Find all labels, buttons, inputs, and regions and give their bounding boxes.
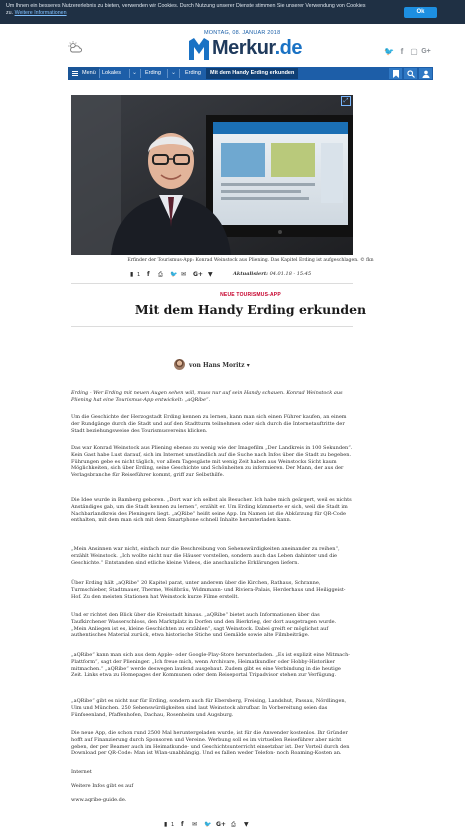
expand-image-icon[interactable]: ⤢: [341, 96, 351, 106]
twitter-share-icon[interactable]: 🐦: [170, 271, 178, 278]
chevron-down-icon: ▾: [246, 362, 250, 369]
nav-item-erding-sub[interactable]: Erding: [185, 70, 201, 76]
divider: [71, 326, 353, 327]
cookie-text: Um Ihnen ein besseres Nutzererlebnis zu bieten, verwenden wir Cookies. Durch Nutzung unserer Dienste stimmen Sie unserer Verwendung von Cookies zu. Weitere Informationen: [6, 3, 366, 16]
search-icon[interactable]: [404, 68, 417, 79]
article-paragraph: Um die Geschichte der Herzogstadt Erding kennen zu lernen, kann man sich einen Führer kaufen, an einem der Rundgänge durch die Stadt und auf den Stadtturm teilnehmen oder sich durch die Internetauftritte der Stadt beziehungsweise des Tourismusvereins klicken.: [71, 414, 347, 434]
article-paragraph: Und er richtet den Blick über die Kreisstadt hinaus. „aQRibe“ bietet auch Informationen über das Taufkirchener Wasserschloss, den Marktplatz in Dorfen und den Bierkrieg, der dort ausgetragen wurde. „Mein Anliegen ist es, kleine Geschichten zu erzählen“, sagt Weinstock. Dabei greift er möglichst auf authentisches Material zurück, etwa historische Stiche und Gemälde sowie alte Filmbeiträge.: [71, 612, 337, 639]
google-plus-share-icon[interactable]: G+: [216, 821, 226, 828]
chevron-down-icon[interactable]: ⌄: [171, 70, 177, 76]
nav-divider: [167, 69, 168, 78]
hero-photo-illustration: [71, 95, 353, 255]
twitter-icon[interactable]: 🐦: [384, 47, 394, 56]
article-page: [64, 24, 437, 828]
nav-divider: [99, 69, 100, 78]
article-paragraph: Weitere Infos gibt es auf: [71, 783, 134, 789]
nav-item-erding[interactable]: Erding: [145, 70, 161, 76]
print-icon[interactable]: ⎙: [231, 821, 236, 828]
hero-caption: Erfinder der Tourismus-App: Konrad Weinstock aus Pliening. Das Kapitel Erding ist aufgeschlagen. © fkn: [127, 258, 374, 263]
author-avatar[interactable]: [174, 359, 185, 370]
user-icon[interactable]: [419, 68, 432, 79]
bookmark-share-icon[interactable]: ▼: [244, 821, 249, 828]
comment-count: 1: [171, 822, 175, 828]
email-share-icon[interactable]: ✉: [192, 821, 198, 828]
external-link[interactable]: www.aqribe-guide.de.: [71, 797, 127, 803]
twitter-share-icon[interactable]: 🐦: [204, 821, 212, 828]
divider: [71, 283, 353, 284]
article-paragraph: Über Erding hält „aQRibe“ 20 Kapitel parat, unter anderem über die Kirchen, Rathaus, Schranne, Turmschieber, Stadtmauer, Therme, Weißbräu, Widmmann- und Riviera-Palais, Herderhaus und Heiliggeist-Hof. Zu den meisten Stationen hat Weinstock kurze Filme erstellt.: [71, 580, 346, 600]
author-byline[interactable]: von Hans Moritz ▾: [189, 362, 250, 369]
hamburger-icon: [72, 71, 78, 76]
menu-button[interactable]: Menü: [68, 67, 99, 80]
nav-divider: [179, 69, 180, 78]
article-paragraph: „aQRibe“ gibt es nicht nur für Erding, sondern auch für Ebersberg, Freising, Landshut, Passau, Nördlingen, Ulm und München. 250 Sehenswürdigkeiten sind laut Weinstock abrufbar. In Vorbereitung seien das Fünfseenland, Pfaffenhofen, Dachau, Rosenheim und Augsburg.: [71, 698, 347, 718]
main-navigation: [68, 67, 433, 80]
article-paragraph: Das war Konrad Weinstock aus Pliening ebenso zu wenig wie der Imagefilm „Der Landkreis in 100 Sekunden“. Kein Gast habe Lust darauf, sich im Internet umständlich auf die Suche nach Infos über die Stadt zu begeben. Führungen gebe es nicht täglich, vor allem Tagesgäste mit wenig Zeit haben aus Weinstocks Sicht kaum Möglichkeiten, sich über Erding, seine Geschichte und Schönheiten zu informieren. Der Mann, der aus der Verlagsbranche für Reiseführer kommt, griff zur Selbsthilfe.: [71, 445, 353, 479]
article-paragraph: „aQRibe“ kann man sich aus dem Apple- oder Google-Play-Store herunterladen. „Es ist explizit eine Mitmach-Plattform“, sagt der Plieninger. „Ich freue mich, wenn Archivare, Heimatkundler oder Hobby-Historiker mitmachen.“ „aQRibe“ werde deswegen laufend ausgebaut. Zudem gibt es eine Verbindung in die heutige Zeit. Links etwa zu Homepages der Kommunen oder dem Reiseportal Tripadvisor stehen zur Verfügung.: [71, 652, 350, 679]
instagram-icon[interactable]: ▢: [410, 47, 418, 56]
cookie-ok-button[interactable]: Ok: [404, 7, 437, 18]
cookie-info-link[interactable]: Weitere Informationen: [14, 10, 67, 16]
nav-item-lokales[interactable]: Lokales: [102, 70, 121, 76]
weather-cloud-sun-icon[interactable]: [68, 41, 82, 53]
bookmark-share-icon[interactable]: ▼: [208, 271, 213, 278]
bookmark-icon[interactable]: [389, 68, 402, 79]
google-plus-icon[interactable]: G+: [421, 48, 431, 55]
photo-credit: © fkn: [360, 258, 374, 263]
article-kicker: NEUE TOURISMUS-APP: [220, 292, 281, 298]
current-date: MONTAG, 08. JANUAR 2018: [204, 30, 281, 36]
facebook-share-icon[interactable]: f: [181, 821, 184, 828]
facebook-icon[interactable]: f: [400, 47, 404, 56]
article-paragraph: Die Idee wurde in Bamberg geboren. „Dort war ich selbst als Besucher. Ich habe mich geärgert, weil es nichts Anständiges gab, um die Stadt kennen zu lernen“, erzählt er. Um Erding kümmerte er sich, weil die Stadt im Nachbarlandkreis des Pleningers liegt. „aQRibe“ heißt seine App. Im Namen ist die Abkürzung für QR-Code enthalten, mit dem man sich mit dem Smartphone schnell Inhalte herunterladen kann.: [71, 497, 352, 524]
email-share-icon[interactable]: ✉: [181, 271, 187, 278]
comment-count: 1: [137, 272, 141, 278]
nav-current-article[interactable]: Mit dem Handy Erding erkunden: [206, 68, 298, 79]
site-logo[interactable]: Merkur.de: [212, 37, 302, 59]
nav-divider: [140, 69, 141, 78]
comment-icon[interactable]: ▮: [164, 821, 168, 828]
facebook-share-icon[interactable]: f: [147, 271, 150, 278]
article-lead: Erding - Wer Erding mit neuen Augen sehen will, muss nur auf sein Handy schauen. Konrad Weinstock aus Pliening hat eine Tourismus-App entwickelt: „aQRibe“.: [71, 390, 343, 403]
cookie-banner: [0, 0, 465, 24]
masthead: [64, 24, 437, 66]
article-paragraph: „Mein Ansinnen war nicht, einfach nur die Beschreibung von Sehenswürdigkeiten aneinander zu reihen“, erzählt Weinstock. „Ich wollte nicht nur die Häuser vorstellen, sondern auch das Leben dahinter und die Geschichte.“ Entstanden sind etliche kleine Videos, die anschauliche Erklärungen liefern.: [71, 546, 340, 566]
article-section-label: Internet: [71, 769, 92, 775]
article-paragraph: Die neue App, die schon rund 2500 Mal heruntergeladen wurde, ist für die Anwender kostenlos. Ihr Gründer hofft auf Finanzierung durch Sponsoren und Vereine. Werbung soll es im virtuellen Reiseführer aber nicht geben, der per Beamer auch im Heimatkunde- und Geschichtsunterricht einsetzbar ist. Der Vorteil durch den Download per QR-Code: Man ist Wlan-unabhängig. Und es fallen weder Telefon- noch Roaming-Kosten an.: [71, 730, 350, 757]
print-icon[interactable]: ⎙: [158, 271, 163, 278]
updated-timestamp: Aktualisiert: 04.01.18 - 15:45: [233, 271, 312, 277]
comment-icon[interactable]: ▮: [130, 271, 134, 278]
chevron-down-icon[interactable]: ⌄: [132, 70, 138, 76]
article-headline: Mit dem Handy Erding erkunden: [134, 302, 367, 317]
nav-divider: [129, 69, 130, 78]
google-plus-share-icon[interactable]: G+: [193, 271, 203, 278]
merkur-logo-icon[interactable]: [188, 37, 210, 61]
hero-photo[interactable]: [71, 95, 353, 255]
